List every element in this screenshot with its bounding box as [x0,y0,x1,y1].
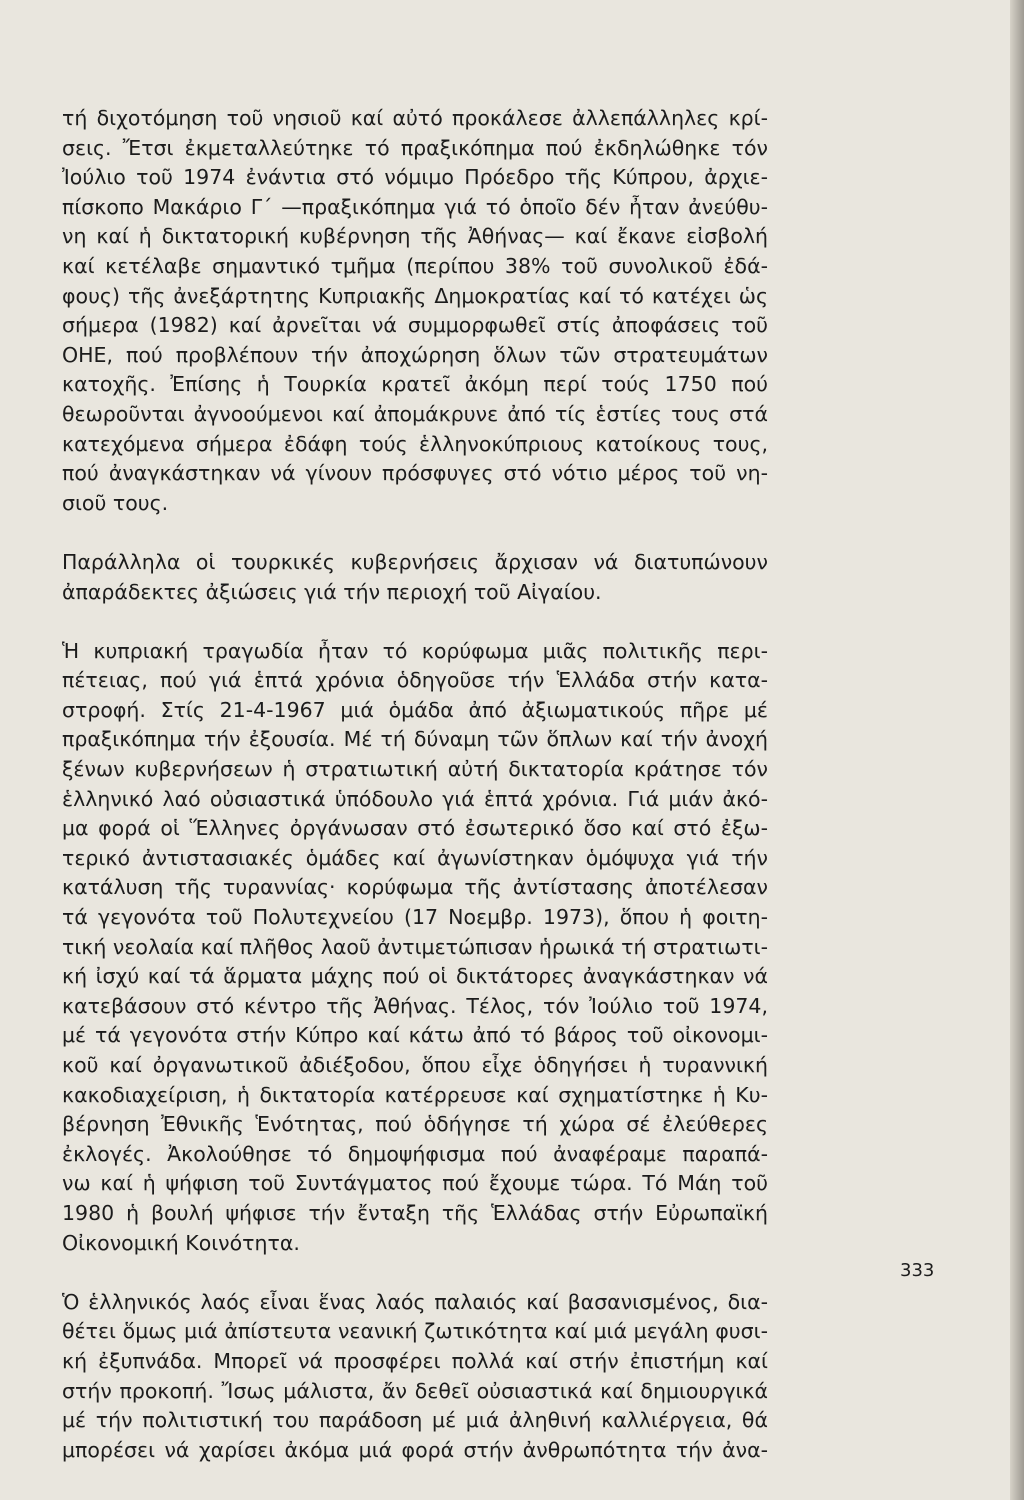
text-line: σήμερα (1982) καί ἀρνεῖται νά συμμορφωθεῖ στίς ἀποφάσεις τοῦ [62,313,768,338]
text-line: σιοῦ τους. [62,490,169,515]
text-line: πραξικόπημα τήν ἐξουσία. Μέ τή δύναμη τῶν ὅπλων καί τήν ἀνοχή [62,727,768,752]
text-line: κατεβάσουν στό κέντρο τῆς Ἀθήνας. Τέλος, τόν Ἰούλιο τοῦ 1974, [62,993,768,1018]
paragraph-gap [62,518,768,548]
page-edge-shadow [1010,0,1024,1500]
paragraph-3 [62,637,768,1258]
text-line: στήν προκοπή. Ἴσως μάλιστα, ἄν δεθεῖ οὐσιαστικά καί δημιουργικά [62,1378,768,1403]
text-line: Ἰούλιο τοῦ 1974 ἐνάντια στό νόμιμο Πρόεδρο τῆς Κύπρου, ἀρχιε- [62,165,768,190]
text-line: κατεχόμενα σήμερα ἐδάφη τούς ἑλληνοκύπριους κατοίκους τους, [62,431,768,456]
text-line: κή ἐξυπνάδα. Μπορεῖ νά προσφέρει πολλά καί στήν ἐπιστήμη καί [62,1348,768,1373]
text-line: κοῦ καί ὀργανωτικοῦ ἀδιέξοδου, ὅπου εἶχε ὁδηγήσει ἡ τυραννική [62,1053,768,1077]
text-line: πίσκοπο Μακάριο Γ΄ —πραξικόπημα γιά τό ὁποῖο δέν ἦταν ἀνεύθυ- [62,194,768,219]
text-line: σεις. Ἔτσι ἐκμεταλλεύτηκε τό πραξικόπημα πού ἐκδηλώθηκε τόν [62,135,768,160]
text-line: στροφή. Στίς 21-4-1967 μιά ὁμάδα ἀπό ἀξιωματικούς πῆρε μέ [62,697,768,722]
text-line: κατοχῆς. Ἐπίσης ἡ Τουρκία κρατεῖ ἀκόμη περί τούς 1750 πού [62,372,768,397]
text-line: μέ τήν πολιτιστική του παράδοση μέ μιά ἀληθινή καλλιέργεια, θά [62,1408,768,1433]
body-text [62,104,768,1465]
text-line: Ὁ ἑλληνικός λαός εἶναι ἕνας λαός παλαιός καί βασανισμένος, δια- [62,1289,768,1314]
text-line: βέρνηση Ἐθνικῆς Ἑνότητας, πού ὁδήγησε τή χώρα σέ ἐλεύθερες [62,1112,768,1137]
text-line: θέτει ὅμως μιά ἀπίστευτα νεανική ζωτικότητα καί μιά μεγάλη φυσι- [62,1319,768,1344]
text-line: κακοδιαχείριση, ἡ δικτατορία κατέρρευσε καί σχηματίστηκε ἡ Κυ- [62,1082,768,1107]
page-number: 333 [900,1260,935,1281]
text-line: μα φορά οἱ Ἕλληνες ὀργάνωσαν στό ἐσωτερικό ὅσο καί στό ἐξω- [62,816,768,841]
text-line: ἑλληνικό λαό οὐσιαστικά ὑπόδουλο γιά ἑπτά χρόνια. Γιά μιάν ἀκό- [62,786,768,811]
text-line: νω καί ἡ ψήφιση τοῦ Συντάγματος πού ἔχουμε τώρα. Τό Μάη τοῦ [62,1171,768,1196]
text-line: ξένων κυβερνήσεων ἡ στρατιωτική αὐτή δικτατορία κράτησε τόν [62,757,768,782]
text-line: νη καί ἡ δικτατορική κυβέρνηση τῆς Ἀθήνας— καί ἔκανε εἰσβολή [62,224,768,249]
text-line: κατάλυση τῆς τυραννίας· κορύφωμα τῆς ἀντίστασης ἀποτέλεσαν [62,875,768,900]
text-line: ΟΗΕ, πού προβλέπουν τήν ἀποχώρηση ὅλων τῶν στρατευμάτων [62,342,768,367]
text-line: μέ τά γεγονότα στήν Κύπρο καί κάτω ἀπό τό βάρος τοῦ οἰκονομι- [62,1023,768,1048]
paragraph-1 [62,104,768,518]
text-line: 1980 ἡ βουλή ψήφισε τήν ἔνταξη τῆς Ἑλλάδας στήν Εὐρωπαϊκή [62,1200,768,1225]
text-line: τά γεγονότα τοῦ Πολυτεχνείου (17 Νοεμβρ. 1973), ὅπου ἡ φοιτη- [62,905,768,930]
text-line: Παράλληλα οἱ τουρκικές κυβερνήσεις ἄρχισαν νά διατυπώνουν [62,549,768,574]
text-line: ἐκλογές. Ἀκολούθησε τό δημοψήφισμα πού ἀναφέραμε παραπά- [62,1141,768,1166]
text-line: φους) τῆς ἀνεξάρτητης Κυπριακῆς Δημοκρατίας καί τό κατέχει ὡς [62,283,768,308]
text-line: Ἡ κυπριακή τραγωδία ἦταν τό κορύφωμα μιᾶς πολιτικῆς περι- [62,638,768,663]
paragraph-4 [62,1288,768,1466]
paragraph-gap [62,607,768,637]
text-line: καί κετέλαβε σημαντικό τμῆμα (περίπου 38% τοῦ συνολικοῦ ἐδά- [62,253,768,278]
text-line: Οἰκονομική Κοινότητα. [62,1230,300,1255]
paragraph-2 [62,548,768,607]
paragraph-gap [62,1258,768,1288]
text-line: κή ἰσχύ καί τά ἅρματα μάχης πού οἱ δικτάτορες ἀναγκάστηκαν νά [62,964,768,989]
text-line: πού ἀναγκάστηκαν νά γίνουν πρόσφυγες στό νότιο μέρος τοῦ νη- [62,461,768,486]
text-line: τική νεολαία καί πλῆθος λαοῦ ἀντιμετώπισαν ἡρωικά τή στρατιωτι- [62,934,768,959]
text-line: τερικό ἀντιστασιακές ὁμάδες καί ἀγωνίστηκαν ὁμόψυχα γιά τήν [62,845,768,870]
text-line: μπορέσει νά χαρίσει ἀκόμα μιά φορά στήν ἀνθρωπότητα τήν ἀνα- [62,1437,768,1462]
text-line: τή διχοτόμηση τοῦ νησιοῦ καί αὐτό προκάλεσε ἀλλεπάλληλες κρί- [62,106,768,130]
text-line: ἀπαράδεκτες ἀξιώσεις γιά τήν περιοχή τοῦ Αἰγαίου. [62,579,602,604]
text-line: πέτειας, πού γιά ἑπτά χρόνια ὁδηγοῦσε τήν Ἑλλάδα στήν κατα- [62,668,768,693]
text-line: θεωροῦνται ἀγνοούμενοι καί ἀπομάκρυνε ἀπό τίς ἑστίες τους στά [62,401,768,426]
